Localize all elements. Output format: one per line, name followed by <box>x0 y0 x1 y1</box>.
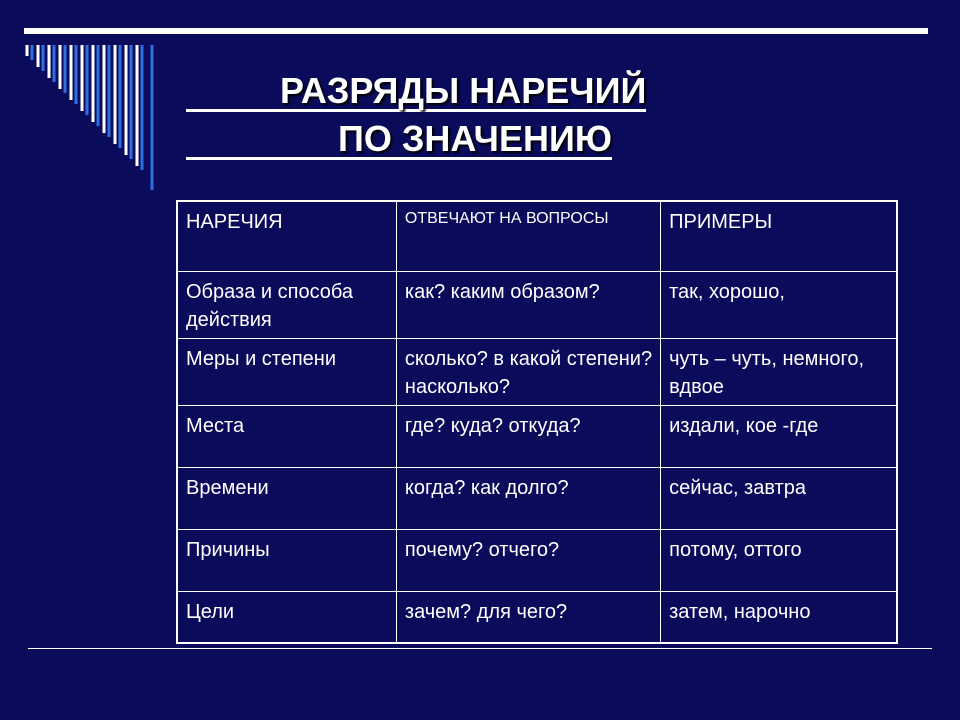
cell-examples: затем, нарочно <box>661 591 897 643</box>
cell-examples: издали, кое -где <box>661 405 897 467</box>
table-row <box>177 338 897 405</box>
cell-examples: так, хорошо, <box>661 271 897 338</box>
table-row <box>177 467 897 529</box>
adverb-categories-table <box>176 200 898 644</box>
table-row <box>177 271 897 338</box>
header-questions: ОТВЕЧАЮТ НА ВОПРОСЫ <box>396 201 660 271</box>
cell-questions: сколько? в какой степени? насколько? <box>396 338 660 405</box>
header-examples: ПРИМЕРЫ <box>661 201 897 271</box>
title-text-2: ПО ЗНАЧЕНИЮ <box>338 118 612 159</box>
table-row <box>177 591 897 643</box>
table-header-row <box>177 201 897 271</box>
title-line-1 <box>186 64 726 112</box>
cell-examples: чуть – чуть, немного, вдвое <box>661 338 897 405</box>
cell-questions: зачем? для чего? <box>396 591 660 643</box>
table-row <box>177 529 897 591</box>
slide-title <box>186 64 726 160</box>
bottom-rule <box>28 648 932 649</box>
cell-category: Меры и степени <box>177 338 396 405</box>
cell-category: Времени <box>177 467 396 529</box>
decorative-stripes <box>0 0 170 200</box>
cell-category: Причины <box>177 529 396 591</box>
cell-category: Образа и способа действия <box>177 271 396 338</box>
header-adverbs: НАРЕЧИЯ <box>177 201 396 271</box>
cell-questions: где? куда? откуда? <box>396 405 660 467</box>
title-text-1: РАЗРЯДЫ НАРЕЧИЙ <box>280 70 647 111</box>
cell-questions: почему? отчего? <box>396 529 660 591</box>
cell-examples: сейчас, завтра <box>661 467 897 529</box>
cell-questions: когда? как долго? <box>396 467 660 529</box>
cell-questions: как? каким образом? <box>396 271 660 338</box>
cell-examples: потому, оттого <box>661 529 897 591</box>
title-line-2 <box>186 112 726 160</box>
table-row <box>177 405 897 467</box>
cell-category: Места <box>177 405 396 467</box>
cell-category: Цели <box>177 591 396 643</box>
